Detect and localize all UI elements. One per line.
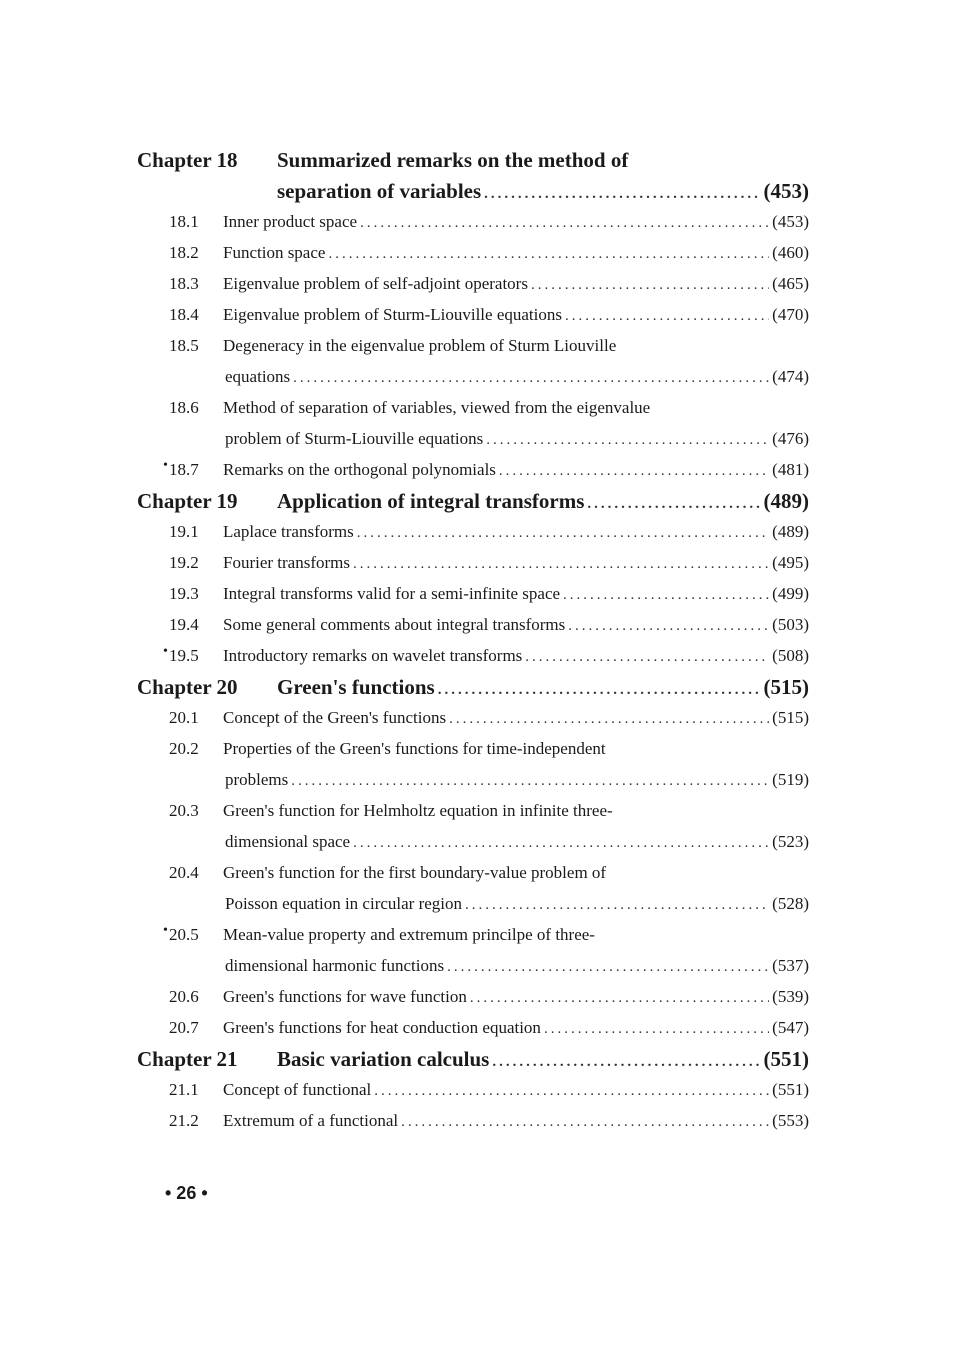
- section-title: [223, 1111, 809, 1131]
- optional-marker-icon: •: [163, 458, 168, 473]
- dot-leader: [465, 897, 769, 914]
- chapter-title-text: Green's functions: [277, 675, 435, 699]
- dot-leader: [486, 432, 769, 449]
- dot-leader: [484, 186, 760, 203]
- section-title: [223, 925, 809, 945]
- dot-leader: [360, 215, 769, 232]
- section-page: (470): [772, 305, 809, 324]
- dot-leader: [438, 682, 761, 699]
- section-number: 19.5: [169, 646, 199, 665]
- section-title-text: Some general comments about integral transforms: [223, 615, 566, 634]
- section-title-text: Function space: [223, 243, 326, 262]
- section-title: [223, 739, 809, 759]
- section-title: [223, 522, 809, 542]
- section-page: (476): [772, 429, 809, 448]
- dot-leader: [565, 308, 769, 325]
- section-number: 20.2: [169, 739, 199, 758]
- section-title: [223, 243, 809, 263]
- section-number: 20.6: [169, 987, 199, 1006]
- toc-entry[interactable]: [137, 950, 809, 981]
- toc-entry[interactable]: [137, 516, 809, 547]
- section-title-text: Concept of functional: [223, 1080, 372, 1099]
- section-number: 18.3: [169, 274, 199, 293]
- section-page: (489): [772, 522, 809, 541]
- section-title-text: equations: [225, 367, 291, 386]
- section-number: 18.2: [169, 243, 199, 262]
- section-title-text: Degeneracy in the eigenvalue problem of Sturm Liouville: [223, 336, 617, 355]
- section-page: (495): [772, 553, 809, 572]
- section-title: [225, 894, 809, 914]
- chapter-heading[interactable]: [137, 671, 809, 702]
- section-page: (453): [772, 212, 809, 231]
- dot-leader: [353, 835, 769, 852]
- chapter-number: Chapter 21: [137, 1047, 238, 1071]
- section-number: 20.4: [169, 863, 199, 882]
- section-number: 20.5: [169, 925, 199, 944]
- section-page: (474): [772, 367, 809, 386]
- toc-entry[interactable]: [137, 640, 809, 671]
- dot-leader: [374, 1083, 769, 1100]
- section-title-text: Green's function for the first boundary-value problem of: [223, 863, 607, 882]
- dot-leader: [531, 277, 769, 294]
- section-number: 20.3: [169, 801, 199, 820]
- section-title-text: dimensional harmonic functions: [225, 956, 445, 975]
- section-title-text: Integral transforms valid for a semi-infinite space: [223, 584, 561, 603]
- dot-leader: [544, 1021, 769, 1038]
- toc-entry[interactable]: [137, 423, 809, 454]
- dot-leader: [587, 496, 760, 513]
- section-page: (553): [772, 1111, 809, 1130]
- dot-leader: [449, 711, 769, 728]
- toc-entry[interactable]: [137, 826, 809, 857]
- section-number: 18.5: [169, 336, 199, 355]
- section-title: [223, 460, 809, 480]
- section-title: [225, 832, 809, 852]
- section-title-text: Remarks on the orthogonal polynomials: [223, 460, 496, 479]
- toc-entry[interactable]: [137, 206, 809, 237]
- chapter-title-text: separation of variables: [277, 179, 482, 203]
- section-title: [223, 1018, 809, 1038]
- dot-leader: [447, 959, 769, 976]
- section-title: [223, 212, 809, 232]
- section-number: 18.4: [169, 305, 199, 324]
- toc-entry[interactable]: [137, 361, 809, 392]
- toc-entry[interactable]: [137, 609, 809, 640]
- toc-entry[interactable]: [137, 702, 809, 733]
- section-title-text: Properties of the Green's functions for time-independent: [223, 739, 606, 758]
- section-title-text: problems: [225, 770, 289, 789]
- dot-leader: [293, 370, 769, 387]
- section-title-text: Eigenvalue problem of self-adjoint operators: [223, 274, 528, 293]
- toc-entry[interactable]: [137, 547, 809, 578]
- section-title: [225, 770, 809, 790]
- section-page: (539): [772, 987, 809, 1006]
- section-title-text: Concept of the Green's functions: [223, 708, 447, 727]
- toc-entry[interactable]: [137, 888, 809, 919]
- section-number: 18.7: [169, 460, 199, 479]
- section-title: [223, 615, 809, 635]
- section-number: 19.1: [169, 522, 199, 541]
- table-of-contents: [137, 144, 809, 1136]
- section-title: [225, 367, 809, 387]
- toc-entry[interactable]: [137, 733, 809, 764]
- section-title-text: Green's functions for heat conduction equation: [223, 1018, 541, 1037]
- section-title: [223, 801, 809, 821]
- section-page: (523): [772, 832, 809, 851]
- section-page: (515): [772, 708, 809, 727]
- section-title-text: Green's function for Helmholtz equation in infinite three-: [223, 801, 613, 820]
- chapter-heading[interactable]: [137, 144, 809, 175]
- toc-entry[interactable]: [137, 392, 809, 423]
- section-title-text: Fourier transforms: [223, 553, 351, 572]
- toc-entry[interactable]: [137, 1105, 809, 1136]
- chapter-title: [277, 489, 809, 514]
- section-page: (528): [772, 894, 809, 913]
- section-title: [223, 584, 809, 604]
- section-title-text: Eigenvalue problem of Sturm-Liouville equations: [223, 305, 562, 324]
- toc-entry[interactable]: [137, 1012, 809, 1043]
- dot-leader: [353, 556, 769, 573]
- section-number: 18.1: [169, 212, 199, 231]
- section-number: 19.3: [169, 584, 199, 603]
- toc-entry[interactable]: [137, 857, 809, 888]
- toc-entry[interactable]: [137, 578, 809, 609]
- toc-entry[interactable]: [137, 330, 809, 361]
- section-page: (519): [772, 770, 809, 789]
- section-title: [223, 1080, 809, 1100]
- dot-leader: [291, 773, 769, 790]
- section-title: [223, 987, 809, 1007]
- chapter-number: Chapter 19: [137, 489, 238, 513]
- toc-entry[interactable]: [137, 919, 809, 950]
- section-page: (481): [772, 460, 809, 479]
- chapter-number: Chapter 18: [137, 148, 238, 172]
- toc-entry[interactable]: [137, 1074, 809, 1105]
- page-number: • 26 •: [165, 1183, 208, 1203]
- section-title-text: Introductory remarks on wavelet transforms: [223, 646, 523, 665]
- dot-leader: [492, 1054, 760, 1071]
- toc-entry[interactable]: [137, 237, 809, 268]
- section-page: (465): [772, 274, 809, 293]
- chapter-page: (551): [763, 1047, 809, 1071]
- section-title-text: Green's functions for wave function: [223, 987, 467, 1006]
- section-title: [225, 429, 809, 449]
- section-page: (503): [772, 615, 809, 634]
- toc-entry[interactable]: [137, 454, 809, 485]
- dot-leader: [357, 525, 769, 542]
- section-title: [225, 956, 809, 976]
- section-title-text: Laplace transforms: [223, 522, 354, 541]
- toc-entry[interactable]: [137, 795, 809, 826]
- chapter-page: (453): [763, 179, 809, 203]
- section-title: [223, 863, 809, 883]
- section-title: [223, 398, 809, 418]
- section-number: 20.7: [169, 1018, 199, 1037]
- section-title: [223, 274, 809, 294]
- section-number: 21.2: [169, 1111, 199, 1130]
- chapter-title-text: Application of integral transforms: [277, 489, 585, 513]
- dot-leader: [568, 618, 769, 635]
- dot-leader: [499, 463, 769, 480]
- section-number: 18.6: [169, 398, 199, 417]
- chapter-heading[interactable]: [137, 485, 809, 516]
- section-title: [223, 305, 809, 325]
- toc-entry[interactable]: [137, 268, 809, 299]
- section-title-text: problem of Sturm-Liouville equations: [225, 429, 484, 448]
- section-title-text: Inner product space: [223, 212, 358, 231]
- section-title: [223, 336, 809, 356]
- section-number: 19.2: [169, 553, 199, 572]
- chapter-title-text: Basic variation calculus: [277, 1047, 490, 1071]
- section-title-text: Method of separation of variables, viewed from the eigenvalue: [223, 398, 651, 417]
- dot-leader: [525, 649, 769, 666]
- section-page: (551): [772, 1080, 809, 1099]
- dot-leader: [328, 246, 769, 263]
- section-page: (499): [772, 584, 809, 603]
- toc-entry[interactable]: [137, 299, 809, 330]
- chapter-title: [277, 148, 809, 173]
- chapter-title: [277, 675, 809, 700]
- chapter-heading[interactable]: [137, 175, 809, 206]
- section-title-text: Mean-value property and extremum princilpe of three-: [223, 925, 595, 944]
- section-page: (460): [772, 243, 809, 262]
- section-title-text: Poisson equation in circular region: [225, 894, 463, 913]
- chapter-number: Chapter 20: [137, 675, 238, 699]
- section-title: [223, 646, 809, 666]
- dot-leader: [401, 1114, 769, 1131]
- chapter-title-text: Summarized remarks on the method of: [277, 148, 629, 172]
- toc-entry[interactable]: [137, 764, 809, 795]
- section-title-text: Extremum of a functional: [223, 1111, 399, 1130]
- optional-marker-icon: •: [163, 644, 168, 659]
- chapter-title: [277, 179, 809, 204]
- optional-marker-icon: •: [163, 923, 168, 938]
- section-page: (547): [772, 1018, 809, 1037]
- section-title: [223, 708, 809, 728]
- section-number: 20.1: [169, 708, 199, 727]
- section-number: 19.4: [169, 615, 199, 634]
- section-title: [223, 553, 809, 573]
- chapter-page: (515): [763, 675, 809, 699]
- dot-leader: [563, 587, 769, 604]
- section-page: (537): [772, 956, 809, 975]
- section-page: (508): [772, 646, 809, 665]
- chapter-page: (489): [763, 489, 809, 513]
- section-title-text: dimensional space: [225, 832, 351, 851]
- chapter-heading[interactable]: [137, 1043, 809, 1074]
- section-number: 21.1: [169, 1080, 199, 1099]
- dot-leader: [470, 990, 769, 1007]
- toc-entry[interactable]: [137, 981, 809, 1012]
- chapter-title: [277, 1047, 809, 1072]
